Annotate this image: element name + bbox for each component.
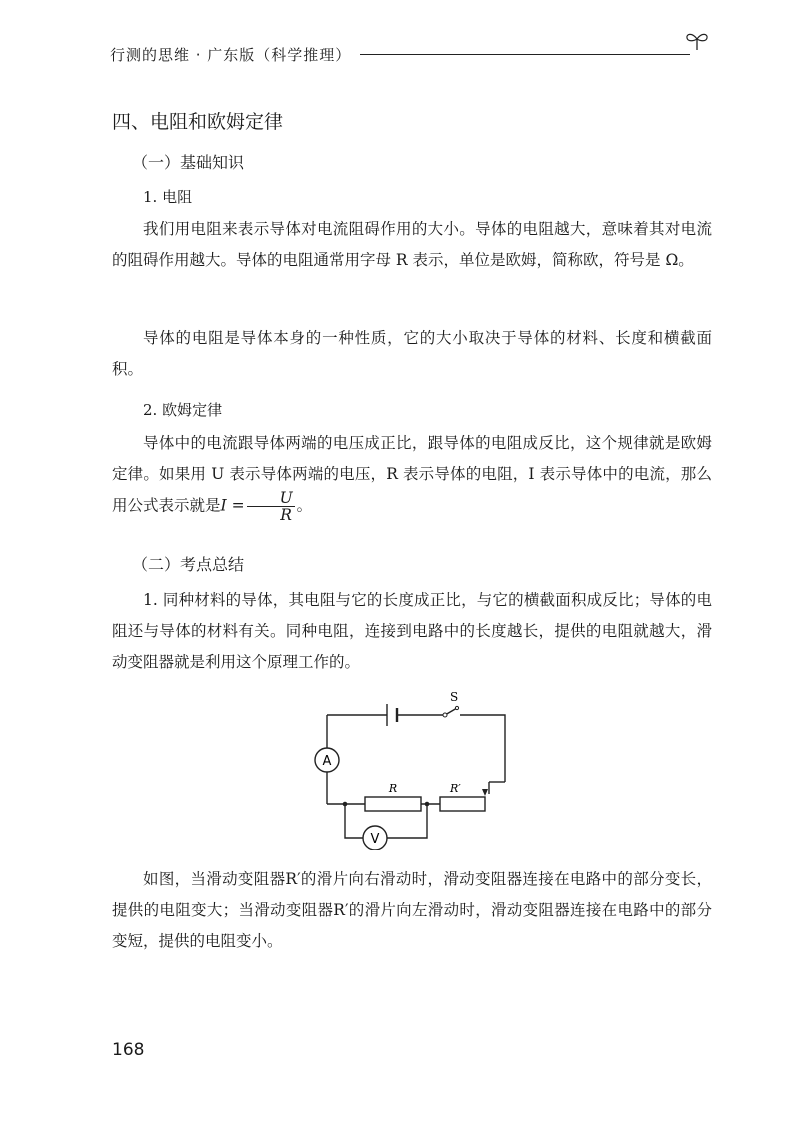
resistance-heading: 1. 电阻 xyxy=(143,188,193,206)
header-rule xyxy=(360,54,690,55)
switch-label: S xyxy=(450,690,459,704)
summary-paragraph-1: 1. 同种材料的导体，其电阻与它的长度成正比，与它的横截面积成反比；导体的电阻还与导体的材料有关。同种电阻，连接到电路中的长度越长，提供的电阻就越大，滑动变阻器就是利用这个原理工作的。 xyxy=(112,591,712,671)
formula-denominator: R xyxy=(280,506,292,524)
page-number: 168 xyxy=(112,1040,145,1060)
basics-heading: （一）基础知识 xyxy=(132,153,245,172)
voltmeter-label: V xyxy=(370,832,380,847)
formula-numerator: U xyxy=(247,490,295,507)
formula-end: 。 xyxy=(296,496,313,515)
resistance-paragraph-2: 导体的电阻是导体本身的一种性质，它的大小取决于导体的材料、长度和横截面积。 xyxy=(112,329,712,378)
circuit-diagram xyxy=(305,690,515,850)
running-title: 行测的思维 · 广东版（科学推理） xyxy=(110,46,352,64)
ohm-formula-fraction xyxy=(247,490,295,523)
ammeter-label: A xyxy=(322,754,332,769)
ohm-law-paragraph xyxy=(112,428,712,523)
formula-lhs: I = xyxy=(220,496,245,515)
section-title: 四、电阻和欧姆定律 xyxy=(112,111,284,133)
resistance-paragraph-1: 我们用电阻来表示导体对电流阻碍作用的大小。导体的电阻越大，意味着其对电流的阻碍作用越大。导体的电阻通常用字母 R 表示，单位是欧姆，简称欧，符号是 Ω。 xyxy=(112,220,712,269)
sprout-icon xyxy=(684,30,710,52)
ohm-law-heading: 2. 欧姆定律 xyxy=(143,401,223,419)
running-header xyxy=(110,44,710,68)
ohm-law-text: 导体中的电流跟导体两端的电压成正比，跟导体的电阻成反比，这个规律就是欧姆定律。如果用 U 表示导体两端的电压，R 表示导体的电阻，I 表示导体中的电流，那么用公式表示就是 xyxy=(112,434,712,515)
summary-paragraph-2: 如图，当滑动变阻器R′的滑片向右滑动时，滑动变阻器连接在电路中的部分变长，提供的电阻变大；当滑动变阻器R′的滑片向左滑动时，滑动变阻器连接在电路中的部分变短，提供的电阻变小。 xyxy=(112,870,712,950)
rheostat-label: R′ xyxy=(450,782,461,795)
resistor-label: R xyxy=(388,782,398,795)
summary-heading: （二）考点总结 xyxy=(132,555,245,574)
